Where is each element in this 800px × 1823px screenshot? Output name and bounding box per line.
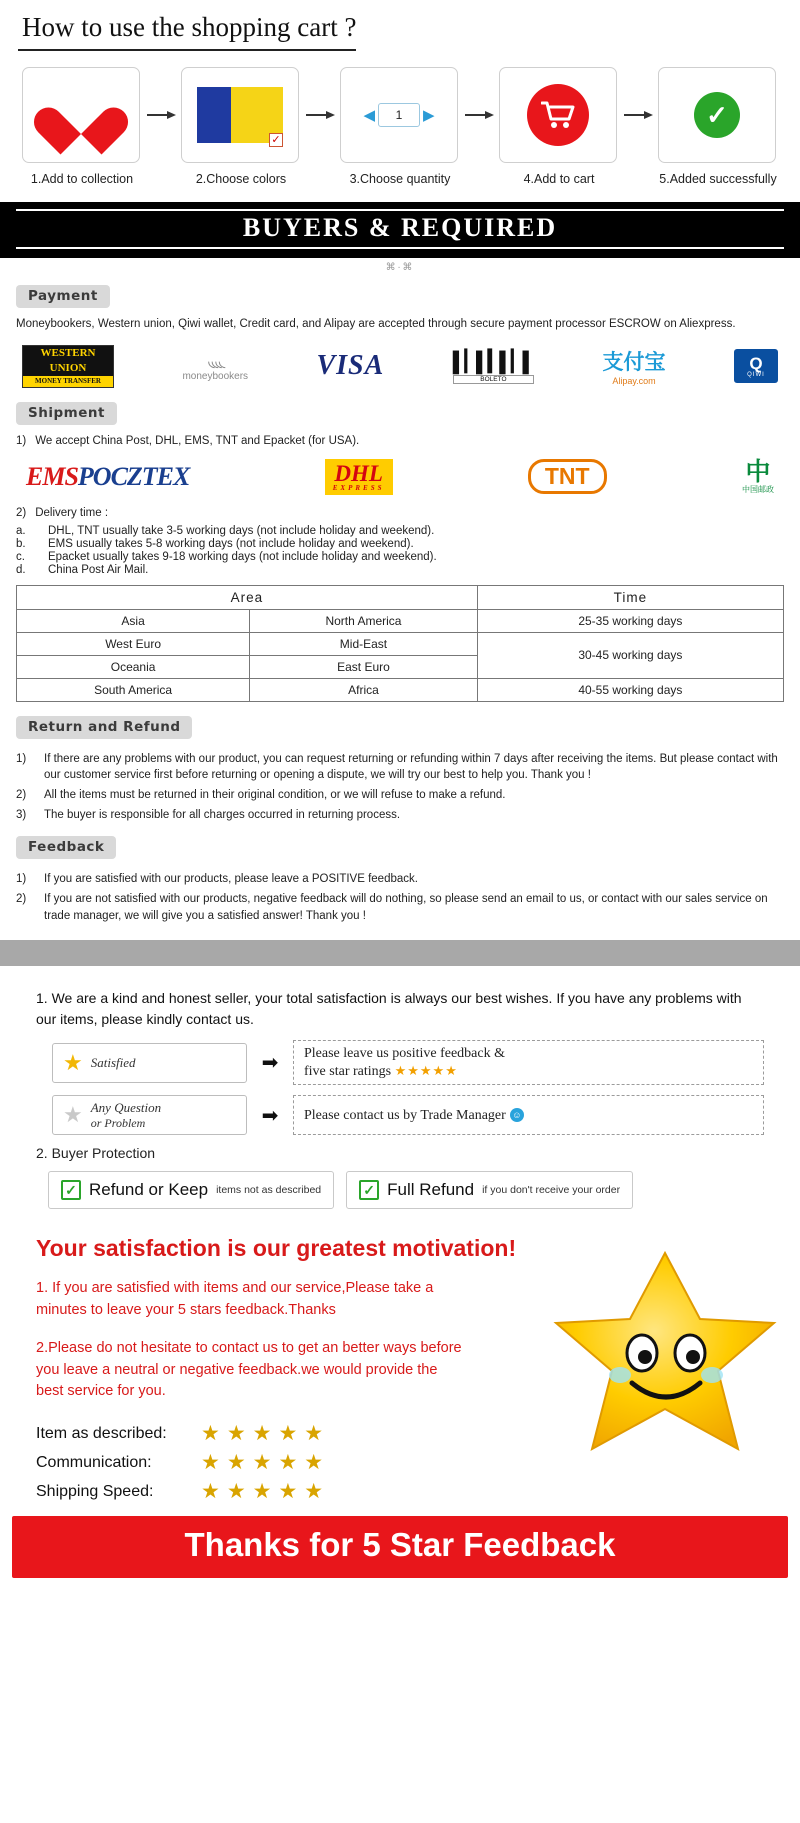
quantity-stepper-icon [363,103,434,127]
arrow-right-icon [304,67,338,163]
rating-stars-icon: ★★★★★ [201,1422,331,1446]
list-item-marker: 1) [16,752,27,765]
wu-line1: WESTERN [40,346,96,359]
alipay-cn: 支付宝 [602,350,666,375]
cart-step-5 [658,67,778,186]
ems-label: EMS [26,461,78,491]
table-header-row [17,585,784,609]
dhl-label: DHL [334,460,383,486]
china-post-label: 中国邮政 [741,484,774,494]
delivery-head-text: Delivery time : [35,506,109,519]
delivery-head-number: 2) [16,506,27,519]
full-refund-box [346,1171,633,1209]
thanks-banner-wrapper [12,1516,788,1578]
list-item-text: If there are any problems with our product, you can request returning or refunding within 7 days after receiving the items. But please contact with our customer service first before returning or opening a dispute, we will try our best to help you. Thank you ! [44,752,778,782]
callout-line-2: five star ratings [304,1063,392,1079]
delivery-item-text: Epacket usually takes 9-18 working days (not include holiday and weekend). [48,550,437,563]
list-item [16,751,784,784]
page-title: How to use the shopping cart ? [18,8,356,51]
question-label [91,1100,161,1131]
quantity-value: 1 [378,103,420,127]
section-divider [0,940,800,966]
visa-label: VISA [316,350,385,382]
step-icon-box [340,67,458,163]
question-label-line1: Any Question [90,1099,162,1115]
china-post-logo [741,456,774,495]
ems-pocztex-logo [26,462,189,492]
cell-area-2: Mid-East [250,632,478,655]
column-header-time: Time [477,585,783,609]
shopping-cart-icon [527,84,589,146]
rating-stars-icon: ★★★★★ [201,1451,331,1475]
visa-logo [316,350,384,382]
shipment-section [0,392,800,702]
feedback-list [16,871,784,924]
thanks-banner: Thanks for 5 Star Feedback [12,1516,788,1578]
tnt-logo: TNT [528,459,607,494]
arrow-right-icon [622,67,656,163]
shipment-logos [26,456,774,495]
delivery-item-marker: a. [16,524,26,537]
rating-row [36,1479,764,1504]
satisfaction-rows [52,1040,764,1135]
decrease-icon: ◀ [363,107,375,124]
delivery-item [16,564,784,576]
qiwi-q: Q [749,353,763,373]
list-item [16,871,784,888]
refund-or-keep-label: Refund or Keep [89,1180,209,1200]
motivation-paragraph-1: 1. If you are satisfied with items and our service,Please take a minutes to leave your 5 stars feedback.Thanks [36,1280,434,1319]
cart-steps [18,67,782,186]
list-item [16,807,784,824]
full-refund-label: Full Refund [387,1180,475,1200]
qiwi-label: QIWI [747,371,765,378]
cart-step-label: 2.Choose colors [195,172,287,186]
china-post-mark: 中 [745,456,771,486]
motivation-heading: Your satisfaction is our greatest motivation! [36,1235,517,1262]
star-icon: ★ [63,1049,83,1075]
cart-step-2 [181,67,301,186]
cart-step-4 [499,67,619,186]
list-item [16,891,784,924]
heart-icon [52,88,110,142]
delivery-item-marker: d. [16,563,26,576]
delivery-time-table [16,585,784,702]
column-header-area: Area [17,585,478,609]
satisfied-label: Satisfied [90,1054,136,1070]
full-refund-sub: if you don't receive your order [482,1184,621,1197]
color-swatch-icon [197,87,283,146]
cart-step-3 [340,67,460,186]
cell-area-2: North America [250,609,478,632]
moneybookers-label: moneybookers [182,370,249,382]
list-item-text: The buyer is responsible for all charges occurred in returning process. [44,808,401,821]
dhl-logo [325,459,393,495]
five-stars-icon: ★★★★★ [394,1062,458,1078]
payment-tag: Payment [16,285,110,308]
buyer-protection-title: 2. Buyer Protection [36,1145,156,1162]
moneybookers-logo [182,351,248,382]
list-item-marker: 2) [16,789,27,802]
cell-area-2: East Euro [250,655,478,678]
arrow-right-icon: ➡ [261,1104,279,1127]
buyer-protection-row [48,1171,764,1209]
delivery-item-marker: b. [16,537,26,550]
rating-label: Communication: [36,1453,152,1471]
step-icon-box [658,67,776,163]
cart-step-label: 4.Add to cart [523,172,595,186]
table-row [17,632,784,655]
cart-step-label: 3.Choose quantity [349,172,451,186]
delivery-item [16,525,784,537]
return-refund-list [16,751,784,824]
banner-title: BUYERS & REQUIRED [16,209,784,249]
list-item [16,787,784,804]
delivery-item-marker: c. [16,550,25,563]
list-item-marker: 3) [16,808,27,821]
check-icon: ✓ [359,1180,379,1200]
callout-line-1: Please leave us positive feedback & [304,1046,505,1062]
cell-area-1: Asia [17,609,250,632]
payment-text: Moneybookers, Western union, Qiwi wallet, Credit card, and Alipay are accepted through secure payment processor ESCROW on Aliexpress. [16,318,736,330]
return-refund-section [0,706,800,824]
cart-step-1 [22,67,142,186]
delivery-item [16,551,784,563]
table-row [17,609,784,632]
check-icon: ✓ [61,1180,81,1200]
positive-feedback-callout [293,1040,764,1085]
alipay-en: Alipay.com [612,376,656,387]
boleto-label: BOLETO [453,375,534,384]
refund-or-keep-box [48,1171,334,1209]
star-icon: ★ [63,1102,83,1128]
delivery-list [16,525,784,576]
list-item-marker: 2) [16,893,27,906]
list-item-text: If you are not satisfied with our products, negative feedback will do nothing, so please send an email to us, or contact with our sales service on trade manager, we will give you a satisfied answer! Thank you ! [44,893,768,922]
callout-line-1: Please contact us by Trade Manager [304,1107,506,1123]
motivation-section [0,1209,800,1504]
satisfaction-row-question [52,1095,764,1135]
cell-time: 25-35 working days [477,609,783,632]
qiwi-logo [734,349,778,383]
rating-label: Item as described: [36,1424,167,1442]
arrow-right-icon [463,67,497,163]
smiling-star-icon [550,1249,780,1459]
delivery-item-text: China Post Air Mail. [48,563,149,576]
western-union-logo [22,345,114,388]
wu-line2: UNION [49,361,87,374]
cell-time: 40-55 working days [477,678,783,701]
payment-section [0,275,800,388]
satisfaction-row-satisfied [52,1040,764,1085]
cell-time: 30-45 working days [477,632,783,678]
question-label-line2: or Problem [90,1115,146,1130]
refund-or-keep-sub: items not as described [216,1184,322,1197]
alipay-logo [603,346,666,386]
buyers-required-banner [0,202,800,258]
feedback-tag: Feedback [16,836,116,859]
question-pill [52,1095,247,1135]
cell-area-1: South America [17,678,250,701]
boleto-logo [453,349,534,384]
step-icon-box [499,67,617,163]
trade-manager-icon: ☺ [510,1108,524,1122]
satisfied-pill [52,1043,247,1083]
motivation-paragraph-2: 2.Please do not hesitate to contact us to get an better ways before you leave a neutral or negative feedback.we would provide the best service for you. [36,1339,462,1400]
delivery-item-text: DHL, TNT usually take 3-5 working days (not include holiday and weekend). [48,524,435,537]
cell-area-2: Africa [250,678,478,701]
return-refund-tag: Return and Refund [16,716,192,739]
wu-line3: MONEY TRANSFER [35,376,101,385]
arrow-right-icon: ➡ [261,1052,279,1075]
delivery-item-text: EMS usually takes 5-8 working days (not include holiday and weekend). [48,537,414,550]
increase-icon: ▶ [423,107,435,124]
step-icon-box [181,67,299,163]
moneybookers-arcs-icon: ◟◟◟◟ [208,350,223,370]
list-item-text: If you are satisfied with our products, please leave a POSITIVE feedback. [44,873,418,886]
cell-area-1: West Euro [17,632,250,655]
feedback-section [0,826,800,924]
shipment-tag: Shipment [16,402,117,425]
rating-label: Shipping Speed: [36,1482,154,1500]
list-item-marker: 1) [16,873,27,886]
shipment-line-number: 1) [16,434,27,447]
flourish-divider: ⌘∙⌘ [385,262,415,273]
check-circle-icon: ✓ [694,92,740,138]
dhl-sub: EXPRESS [332,483,385,492]
list-item-text: All the items must be returned in their original condition, or we will refuse to make a refund. [44,789,506,802]
table-row [17,678,784,701]
step-icon-box [22,67,140,163]
cart-step-label: 1.Add to collection [30,172,134,186]
how-to-use-cart-section [0,0,800,186]
arrow-right-icon [145,67,179,163]
cart-step-label: 5.Added successfully [659,172,777,186]
checkmark-icon: ✓ [269,133,283,147]
delivery-item [16,538,784,550]
barcode-icon: ▌▎▌▍▌▎▌ [452,351,535,375]
satisfaction-lead-text: 1. We are a kind and honest seller, your total satisfaction is always our best wishes. If you have any problems with our items, please kindly contact us. [36,990,742,1028]
satisfaction-section [0,966,800,1209]
trade-manager-callout [293,1095,764,1135]
payment-logos [22,345,778,388]
rating-stars-icon: ★★★★★ [201,1480,331,1504]
pocztex-label: POCZTEX [77,461,190,491]
cell-area-1: Oceania [17,655,250,678]
shipment-line-1 [16,435,784,447]
shipment-line-text: We accept China Post, DHL, EMS, TNT and Epacket (for USA). [35,434,360,447]
delivery-time-head [16,507,784,519]
